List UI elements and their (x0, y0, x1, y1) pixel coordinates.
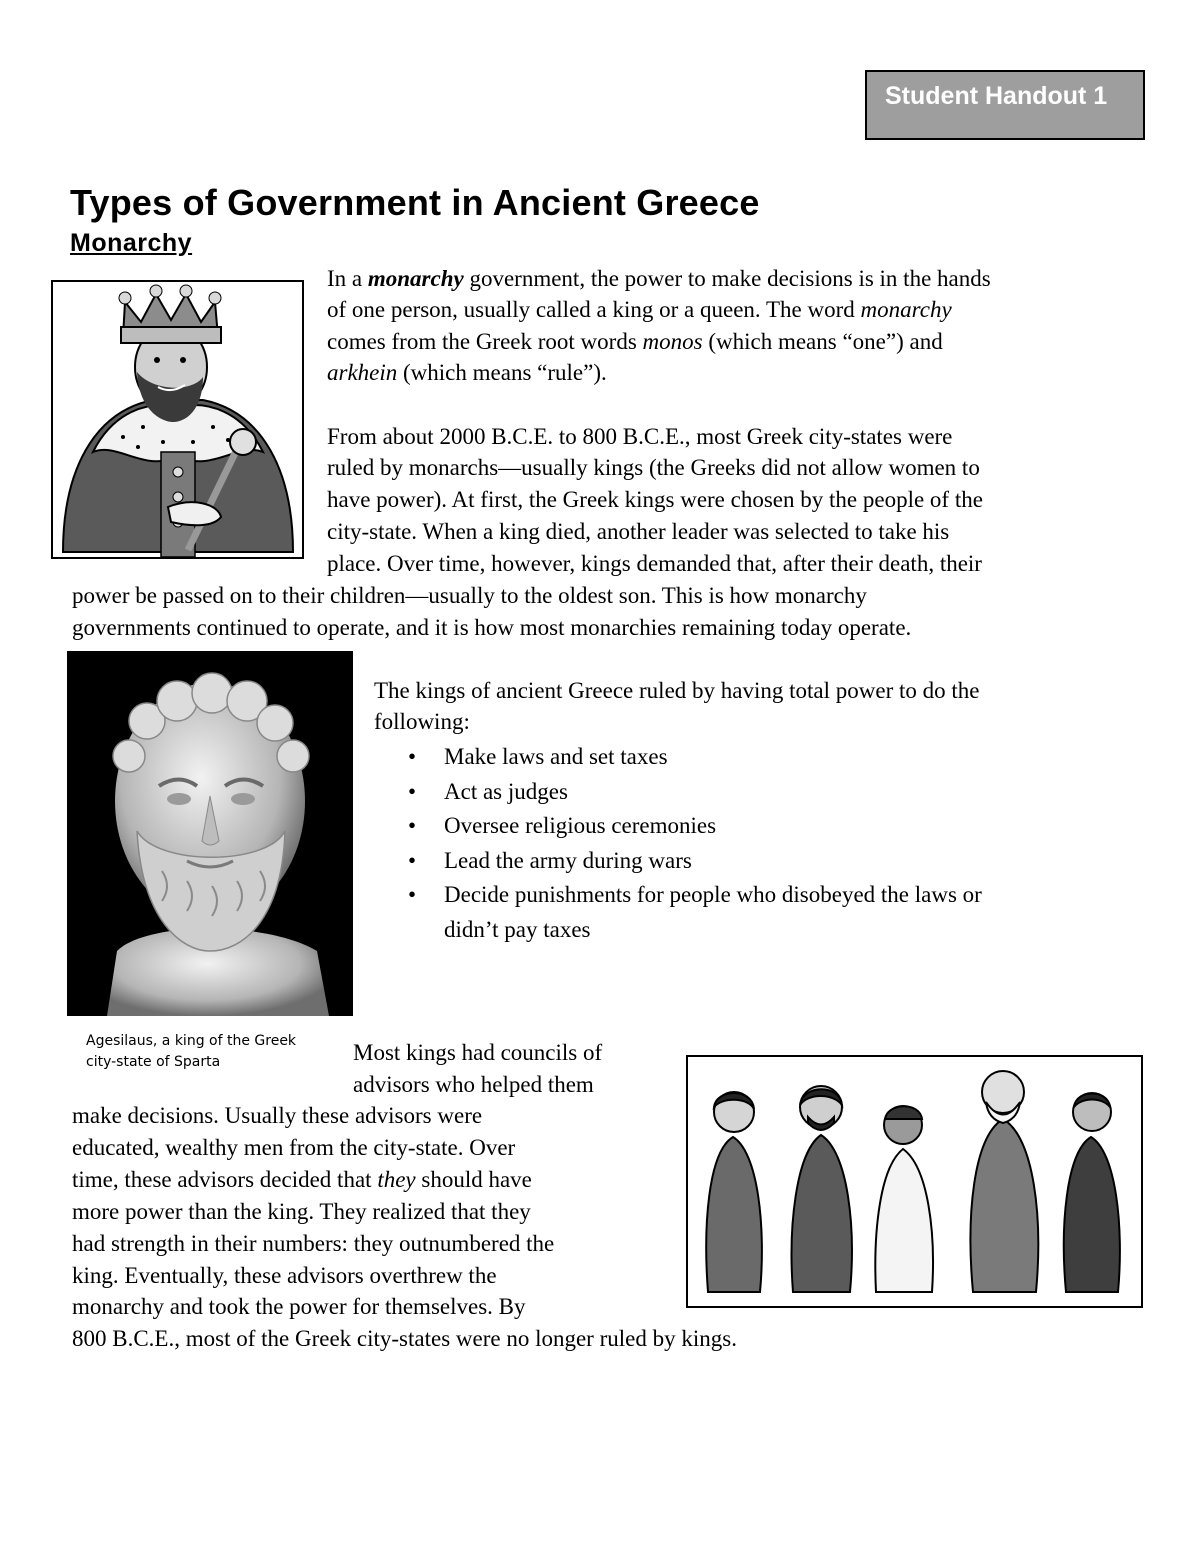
king-illustration (51, 280, 304, 559)
para1-line4: arkhein (which means “rule”). (327, 360, 607, 385)
para3-line: The kings of ancient Greece ruled by having total power to do the (374, 678, 980, 703)
king-cartoon-icon (53, 282, 302, 557)
advisors-illustration (686, 1055, 1143, 1308)
para2-line: power be passed on to their children—usually to the oldest son. This is how monarchy (72, 583, 867, 608)
para1-line3: comes from the Greek root words monos (which means “one”) and (327, 329, 943, 354)
para1-line1: In a monarchy government, the power to make decisions is in the hands (327, 266, 991, 291)
para4-line: had strength in their numbers: they outnumbered the (72, 1231, 555, 1256)
list-item: • Oversee religious ceremonies (408, 809, 982, 844)
list-item: • Make laws and set taxes (408, 740, 982, 775)
term-monarchy: monarchy (367, 266, 464, 291)
handout-badge-label: Student Handout 1 (885, 82, 1108, 110)
para4-line: king. Eventually, these advisors overthrew the (72, 1263, 497, 1288)
para2-line: place. Over time, however, kings demanded that, after their death, their (327, 551, 982, 576)
para4-line: educated, wealthy men from the city-state. Over (72, 1135, 516, 1160)
para2-line: governments continued to operate, and it is how most monarchies remaining today operate. (72, 615, 912, 640)
para2-line: From about 2000 B.C.E. to 800 B.C.E., most Greek city-states were (327, 424, 953, 449)
para4-line: time, these advisors decided that they should have (72, 1167, 532, 1192)
list-item: • Lead the army during wars (408, 844, 982, 879)
section-heading: Monarchy (70, 229, 193, 257)
para4-line: Most kings had councils of (353, 1040, 603, 1065)
page-title: Types of Government in Ancient Greece (70, 182, 760, 223)
para2-line: ruled by monarchs—usually kings (the Greeks did not allow women to (327, 455, 980, 480)
para3-line: following: (374, 709, 470, 734)
bust-caption: Agesilaus, a king of the Greek city-state of Sparta (86, 1033, 297, 1070)
advisors-cartoon-icon (688, 1057, 1141, 1306)
para4-line: advisors who helped them (353, 1072, 594, 1097)
para4-line: monarchy and took the power for themselves. By (72, 1294, 526, 1319)
para1-line2: of one person, usually called a king or a queen. The word monarchy (327, 297, 952, 322)
para4-line: more power than the king. They realized that they (72, 1199, 531, 1224)
list-item: • Decide punishments for people who disobeyed the laws or didn’t pay taxes (408, 878, 982, 947)
agesilaus-bust-image (67, 651, 353, 1016)
para4-line: make decisions. Usually these advisors were (72, 1103, 483, 1128)
para2-line: city-state. When a king died, another leader was selected to take his (327, 519, 950, 544)
marble-bust-icon (67, 651, 353, 1016)
king-powers-list (408, 740, 982, 947)
list-item: • Act as judges (408, 775, 982, 810)
handout-badge (865, 70, 1145, 140)
para4-line: 800 B.C.E., most of the Greek city-states were no longer ruled by kings. (72, 1326, 737, 1351)
para2-line: have power). At first, the Greek kings were chosen by the people of the (327, 487, 983, 512)
